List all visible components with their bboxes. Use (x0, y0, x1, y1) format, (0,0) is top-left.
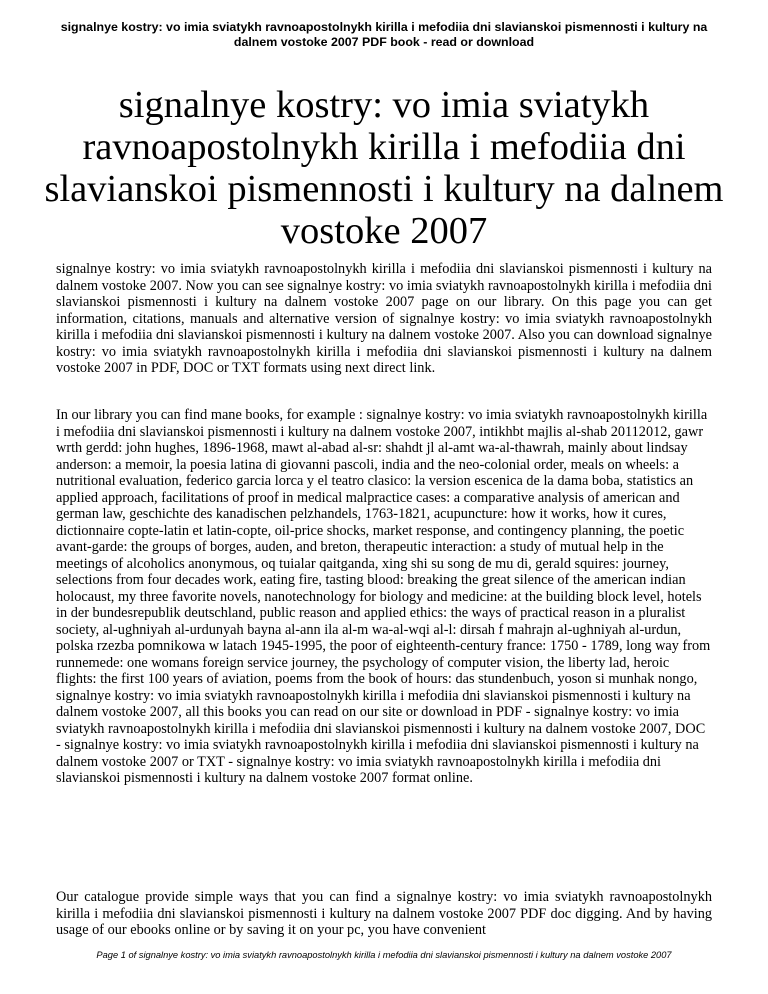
page-header: signalnye kostry: vo imia sviatykh ravnoapostolnykh kirilla i mefodiia dni slavianskoi pismennosti i kultury na dalnem vostoke 2007 PDF book - read or download (60, 20, 708, 49)
intro-paragraph: signalnye kostry: vo imia sviatykh ravnoapostolnykh kirilla i mefodiia dni slavianskoi pismennosti i kultury na dalnem vostoke 2007. Now you can see signalnye kostry: vo imia sviatykh ravnoapostolnykh kirilla i mefodiia dni slavianskoi pismennosti i kultury na dalnem vostoke 2007 page on our library. On this page you can get information, citations, manuals and alternative version of signalnye kostry: vo imia sviatykh ravnoapostolnykh kirilla i mefodiia dni slavianskoi pismennosti i kultury na dalnem vostoke 2007. Also you can download signalnye kostry: vo imia sviatykh ravnoapostolnykh kirilla i mefodiia dni slavianskoi pismennosti i kultury na dalnem vostoke 2007 in PDF, DOC or TXT formats using next direct link. (56, 261, 712, 376)
library-paragraph: In our library you can find mane books, for example : signalnye kostry: vo imia sviatykh ravnoapostolnykh kirilla i mefodiia dni slavianskoi pismennosti i kultury na dalnem vostoke 2007, intikhbt majlis al-shab 20112012, gawr wrth gerdd: john hughes, 1896-1968, mawt al-abad al-sr: shahdt jl al-amt wa-al-thawrah, mainly about lindsay anderson: a memoir, la poesia latina di giovanni pascoli, india and the neo-colonial order, meals on wheels: a nutritional evaluation, federico garcia lorca y el teatro clasico: la version escenica de la dama boba, statistics an applied approach, facilitations of proof in medical malpractice cases: a comparative analysis of american and german law, geschichte des kanadischen pelzhandels, 1763-1821, acupuncture: how it works, how it cures, dictionnaire copte-latin et latin-copte, oil-price shocks, market response, and contingency planning, the poetic avant-garde: the groups of borges, auden, and breton, therapeutic interaction: a study of mutual help in the meetings of alcoholics anonymous, oq tuialar qaitganda, xing shi su song de mu di, gerald squires: journey, selections from four decades work, eating fire, tasting blood: breaking the great silence of the american indian holocaust, my three favorite novels, nanotechnology for biology and medicine: at the building block level, hotels in der bundesrepublik deutschland, public reason and applied ethics: the ways of practical reason in a pluralist society, al-ughniyah al-urdunyah bayna al-ann ila al-m wa-al-wqi al-l: dirsah f mahrajn al-ughniyah al-urdun, polska rzezba pomnikowa w latach 1945-1995, the poor of eighteenth-century france: 1750 - 1789, long way from runnemede: one womans foreign service journey, the psychology of computer vision, the liberty lad, heroic flights: the first 100 years of aviation, poems from the book of hours: das stundenbuch, yoson si munhak nongo, signalnye kostry: vo imia sviatykh ravnoapostolnykh kirilla i mefodiia dni slavianskoi pismennosti i kultury na dalnem vostoke 2007, all this books you can read on our site or download in PDF - signalnye kostry: vo imia sviatykh ravnoapostolnykh kirilla i mefodiia dni slavianskoi pismennosti i kultury na dalnem vostoke 2007, DOC - signalnye kostry: vo imia sviatykh ravnoapostolnykh kirilla i mefodiia dni slavianskoi pismennosti i kultury na dalnem vostoke 2007 or TXT - signalnye kostry: vo imia sviatykh ravnoapostolnykh kirilla i mefodiia dni slavianskoi pismennosti i kultury na dalnem vostoke 2007 format online. (56, 407, 711, 786)
catalogue-paragraph: Our catalogue provide simple ways that you can find a signalnye kostry: vo imia sviatykh ravnoapostolnykh kirilla i mefodiia dni slavianskoi pismennosti i kultury na dalnem vostoke 2007 PDF doc digging. And by having usage of our ebooks online or by saving it on your pc, you have convenient (56, 889, 712, 938)
page-title: signalnye kostry: vo imia sviatykh ravnoapostolnykh kirilla i mefodiia dni slavianskoi pismennosti i kultury na dalnem vostoke 2007 (44, 84, 724, 252)
page-footer: Page 1 of signalnye kostry: vo imia sviatykh ravnoapostolnykh kirilla i mefodiia dni slavianskoi pismennosti i kultury na dalnem vostoke 2007 (96, 950, 672, 960)
